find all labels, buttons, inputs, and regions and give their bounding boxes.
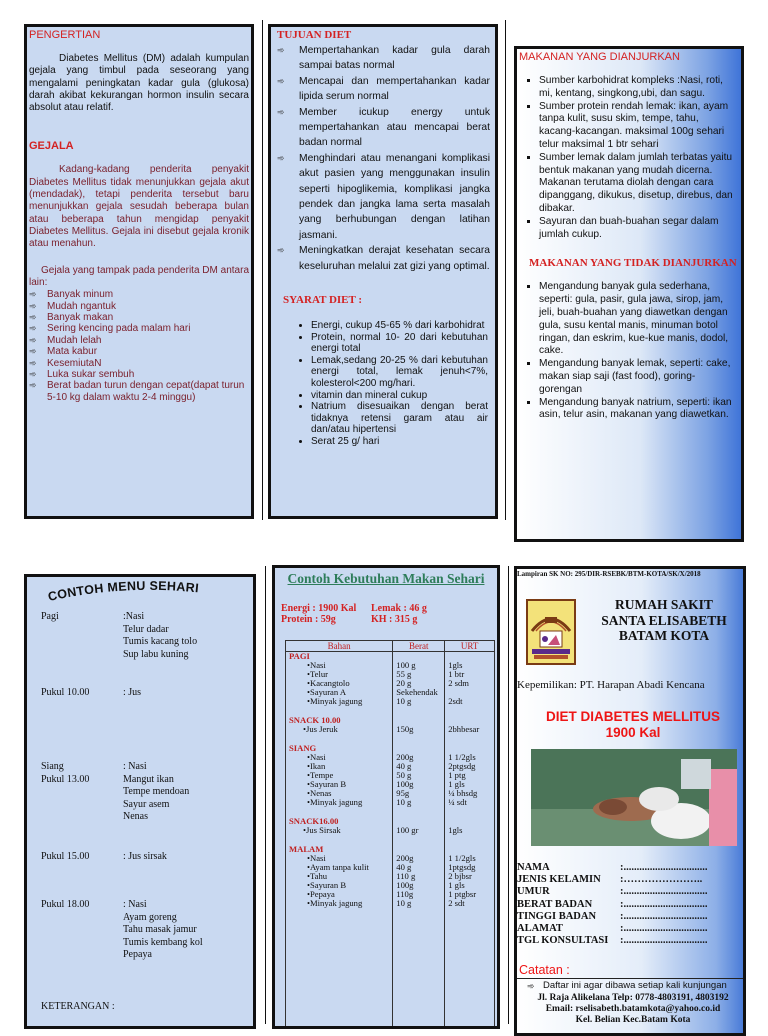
tujuan-panel — [268, 24, 498, 519]
catatan-item-text: Daftar ini agar dibawa setiap kali kunjungan — [543, 980, 727, 991]
syarat-title: SYARAT DIET : — [283, 294, 363, 307]
gejala-item: ➾ Banyak minum — [29, 289, 249, 300]
kh-label: KH : 315 g — [371, 614, 418, 625]
column-divider — [265, 566, 266, 1024]
tujuan-item: ➾ Meningkatkan derajat kesehatan secara keseluruhan melalui zat gizi yang optimal. — [277, 243, 490, 274]
pengertian-title: PENGERTIAN — [29, 29, 101, 41]
menu-title: CONTOH MENU SEHARI — [46, 578, 200, 604]
hospital-name — [579, 597, 746, 644]
menu-time: Pukul 18.00 — [41, 899, 90, 910]
urt-section: 1 1/2gls 2ptgsdg 1 ptg 1 gls ¼ bhsdg ¼ sdt — [448, 752, 478, 807]
bahan-item: •Tahu — [307, 871, 328, 881]
gejala-title: GEJALA — [29, 140, 74, 153]
bahan-item: •Sayuran A — [307, 687, 347, 697]
col-urt: URT — [445, 641, 495, 652]
gejala-item: ➾ Banyak makan — [29, 312, 249, 323]
bahan-item: •Nenas — [307, 788, 332, 798]
tidak-item: ▪ Mengandung banyak lemak, seperti: cake, makan siap saji (fast food), goring-gorengan — [539, 358, 737, 396]
catatan-section — [517, 978, 746, 1026]
lampiran-text: Lampiran SK NO: 295/DIR-RSEBK/BTM-KOTA/SK/X/2018 — [517, 570, 701, 578]
dianjurkan-item: ▪ Sayuran dan buah-buahan segar dalam jumlah cukup. — [539, 216, 737, 242]
form-label: UMUR — [517, 886, 550, 898]
menu-time: Pukul 10.00 — [41, 687, 90, 698]
catatan-title: Catatan : — [519, 963, 570, 977]
patient-photo — [531, 749, 737, 846]
pengertian-panel — [24, 24, 254, 519]
address-text: Jl. Raja Alikelana Telp: 0778-4803191, 4803192 — [537, 992, 729, 1003]
urt-section: 1 1/2gls 1ptgsdg 2 bjbsr 1 gls 1 ptgbsr 2 sdt — [448, 853, 477, 908]
form-label: NAMA — [517, 862, 550, 873]
bahan-item: •Sayuran B — [307, 880, 347, 890]
form-row[interactable] — [517, 923, 708, 935]
berat-section: 100 gr — [396, 825, 419, 835]
bahan-item: •Kacangtolo — [307, 678, 350, 688]
form-label: ALAMAT — [517, 923, 563, 935]
form-row[interactable] — [517, 911, 708, 923]
col-berat: Berat — [393, 641, 445, 652]
form-field[interactable]: :................................ — [620, 898, 708, 910]
kebutuhan-table — [285, 640, 495, 1029]
form-row[interactable] — [517, 899, 708, 911]
form-label: JENIS KELAMIN — [517, 874, 601, 886]
dianjurkan-item: ▪ Sumber lemak dalam jumlah terbatas yaitu bentuk makanan yang mudah dicerna. Makanan terutama diolah dengan cara dipanggang, dikukus, disetup, direbus, dan dibakar. — [539, 152, 737, 216]
menu-title-arc — [27, 577, 256, 607]
menu-panel — [24, 574, 256, 1029]
hospital-logo-icon — [528, 601, 574, 663]
kepemilikan-text: Kepemilikan: PT. Harapan Abadi Kencana — [517, 679, 705, 691]
form-field[interactable]: :................................ — [620, 862, 708, 873]
urt-section: 1gls — [448, 825, 463, 835]
catatan-item — [517, 981, 746, 992]
form-field[interactable]: :................................ — [620, 923, 708, 935]
tujuan-list — [277, 43, 490, 274]
syarat-item: • vitamin dan mineral cukup — [311, 390, 488, 402]
dianjurkan-title: MAKANAN YANG DIANJURKAN — [519, 51, 680, 63]
email-text: Email: rselisabeth.batamkota@yahoo.co.id — [545, 1003, 721, 1014]
bahan-item: •Minyak jagung — [307, 696, 363, 706]
syarat-item: • Energi, cukup 45-65 % dari karbohidrat — [311, 320, 488, 332]
diet-title-line2: 1900 Kal — [605, 725, 661, 740]
bahan-column — [286, 652, 393, 1030]
syarat-item: • Natrium disesuaikan dengan berat tidaknya retensi garam atau air dan/atau hipertensi — [311, 401, 488, 436]
bahan-item: •Tempe — [307, 770, 334, 780]
col-bahan: Bahan — [286, 641, 393, 652]
protein-label: Protein : 59g — [281, 614, 336, 625]
bahan-item: •Ikan — [307, 761, 326, 771]
form-field[interactable]: :................................ — [620, 935, 708, 947]
form-label: TINGGI BADAN — [517, 910, 597, 922]
tidak-item: ▪ Mengandung banyak natrium, seperti: ikan asin, telur asin, makanan yang diawetkan. — [539, 397, 737, 423]
address-line3: Kel. Belian Kec.Batam Kota — [575, 1014, 691, 1025]
menu-items: : Nasi Mangut ikan Tempe mendoan Sayur asem Nenas — [123, 761, 190, 822]
hospital-line3: BATAM KOTA — [618, 628, 710, 643]
form-label: TGL KONSULTASI — [517, 935, 609, 947]
bahan-item: •Nasi — [307, 853, 326, 863]
bahan-item: •Minyak jagung — [307, 898, 363, 908]
gejala-item: ➾ Mudah lelah — [29, 335, 249, 346]
form-row[interactable] — [517, 874, 708, 886]
gejala-item: ➾ Mata kabur — [29, 346, 249, 357]
menu-time: Pukul 15.00 — [41, 851, 90, 862]
syarat-list — [277, 320, 490, 448]
bahan-item: •Minyak jagung — [307, 797, 363, 807]
form-field[interactable]: :………………….. — [620, 874, 703, 886]
bahan-item: •Sayuran B — [307, 779, 347, 789]
form-field[interactable]: :................................ — [620, 910, 708, 922]
diet-title-line1: DIET DIABETES MELLITUS — [545, 709, 720, 724]
bahan-section — [289, 744, 389, 807]
energi-label: Energi : 1900 Kal — [281, 603, 357, 614]
bahan-section — [289, 817, 389, 835]
kebutuhan-title: Contoh Kebutuhan Makan Sehari — [287, 571, 485, 586]
menu-items: : Jus — [123, 687, 142, 698]
berat-section: 200g 40 g 110 g 100g 110g 10 g — [396, 853, 416, 908]
column-divider — [262, 20, 263, 520]
menu-items: : Jus sirsak — [123, 851, 167, 862]
tujuan-item: ➾ Mempertahankan kadar gula darah sampai batas normal — [277, 43, 490, 74]
gejala-item: ➾ Berat badan turun dengan cepat(dapat turun 5-10 kg dalam waktu 2-4 minggu) — [29, 380, 249, 403]
arrow-icon: ➾ — [527, 981, 535, 991]
form-row[interactable] — [517, 935, 708, 947]
bahan-section — [289, 845, 389, 908]
bahan-item: •Telur — [307, 669, 329, 679]
hospital-logo — [526, 599, 576, 665]
hospital-line1: RUMAH SAKIT — [615, 597, 713, 612]
syarat-item: • Protein, normal 10- 20 dari kebutuhan energi total — [311, 332, 488, 355]
tujuan-item: ➾ Menghindari atau menangani komplikasi akut pasien yang menggunakan insulin seperti hipoglikemia, komplikasi jangka pendek dan jangka lama serta masalah yang berhubungan dengan latihan jasmani. — [277, 151, 490, 243]
berat-section: 150g — [396, 724, 414, 734]
urt-section: 1gls 1 btr 2 sdm 2sdt — [448, 660, 469, 706]
cover-panel — [514, 566, 746, 1036]
patient-form — [517, 862, 708, 947]
keterangan-label: KETERANGAN : — [41, 1001, 115, 1012]
lemak-label: Lemak : 46 g — [371, 603, 427, 614]
section-heading: SIANG — [289, 743, 317, 753]
form-label: BERAT BADAN — [517, 898, 593, 910]
berat-column — [393, 652, 445, 1030]
diet-title — [517, 709, 746, 741]
menu-time: Siang Pukul 13.00 — [41, 761, 90, 785]
form-field[interactable]: :................................ — [620, 886, 708, 898]
gejala-item: ➾ Luka sukar sembuh — [29, 369, 249, 380]
column-divider — [508, 566, 509, 1024]
kebutuhan-panel — [272, 565, 500, 1029]
section-heading: PAGI — [289, 651, 310, 661]
berat-section: 100 g 55 g 20 g Sekehendak 10 g — [396, 660, 438, 706]
tidak-title: MAKANAN YANG TIDAK DIANJURKAN — [529, 257, 737, 270]
section-heading: SNACK 10.00 — [289, 715, 341, 725]
menu-time: Pagi — [41, 611, 59, 622]
tidak-list — [519, 281, 737, 422]
syarat-item: • Lemak,sedang 20-25 % dari kebutuhan energi total, lemak jenuh<7%, kolesterol<200 mg/hari. — [311, 355, 488, 390]
bahan-item: •Nasi — [307, 660, 326, 670]
kebutuhan-summary — [275, 603, 497, 627]
bahan-item: •Ayam tanpa kulit — [307, 862, 369, 872]
gejala-item: ➾ Mudah ngantuk — [29, 301, 249, 312]
bahan-section — [289, 652, 389, 706]
pengertian-text: Diabetes Mellitus (DM) adalah kumpulan gejala yang timbul pada seseorang yang mengalami peningkatan kadar gula (glukosa) darah akibat kekurangan hormon insulin secara absolut atau relatif. — [29, 53, 249, 114]
hospital-line2: SANTA ELISABETH — [601, 612, 727, 628]
bahan-item: •Pepaya — [307, 889, 335, 899]
bahan-section — [289, 716, 389, 734]
tidak-item: ▪ Mengandung banyak gula sederhana, seperti: gula, pasir, gula jawa, sirop, jam, jeli, buah-buahan yang diawetkan dengan gula, susu kental manis, minuman botol ringan, dan eskrim, kue-kue manis, dodol, cake. — [539, 281, 737, 358]
column-divider — [505, 20, 506, 520]
gejala-intro: Gejala yang tampak pada penderita DM antara lain: — [29, 264, 249, 288]
gejala-item: ➾ Sering kencing pada malam hari — [29, 323, 249, 334]
bahan-item: •Nasi — [307, 752, 326, 762]
svg-text:CONTOH MENU SEHARI — [47, 579, 200, 604]
dianjurkan-item: ▪ Sumber protein rendah lemak: ikan, ayam tanpa kulit, susu skim, tempe, tahu, kacang-kacangan. maksimal 100g sehari telur maksimal 1 btr sehari — [539, 101, 737, 152]
dianjurkan-item: ▪ Sumber karbohidrat kompleks :Nasi, roti, mi, kentang, singkong,ubi, dan sagu. — [539, 75, 737, 101]
gejala-text: Kadang-kadang penderita penyakit Diabetes Mellitus tidak menunjukkan gejala akut (mendadak), tetapi penderita tersebut baru menunjukkan gejala sesudah beberapa bulan atau beberapa tahun mengidap penyakit Diabetes Mellitus. Gejala ini disebut gejala kronik atau menahun. — [29, 164, 249, 250]
bahan-item: •Jus Sirsak — [303, 825, 341, 835]
patient-photo-image — [531, 749, 737, 846]
menu-items: : Nasi Ayam goreng Tahu masak jamur Tumis kembang kol Pepaya — [123, 899, 203, 960]
berat-section: 200g 40 g 50 g 100g 95g 10 g — [396, 752, 414, 807]
form-row[interactable] — [517, 886, 708, 898]
dianjurkan-list — [519, 75, 737, 241]
section-heading: SNACK16.00 — [289, 816, 339, 826]
tujuan-title: TUJUAN DIET — [277, 29, 352, 41]
syarat-item: • Serat 25 g/ hari — [311, 436, 488, 448]
gejala-list — [29, 289, 249, 403]
bahan-item: •Jus Jeruk — [303, 724, 338, 734]
makanan-panel — [514, 46, 744, 542]
gejala-item: ➾ KesemiutaN — [29, 358, 249, 369]
menu-items: :Nasi Telur dadar Tumis kacang tolo Sup labu kuning — [123, 611, 198, 660]
section-heading: MALAM — [289, 844, 324, 854]
urt-column — [445, 652, 495, 1030]
urt-section: 2bhbesar — [448, 724, 480, 734]
tujuan-item: ➾ Mencapai dan mempertahankan kadar lipida serum normal — [277, 74, 490, 105]
form-row[interactable] — [517, 862, 708, 874]
tujuan-item: ➾ Member icukup energy untuk mempertahankan atau mencapai berat badan normal — [277, 105, 490, 151]
